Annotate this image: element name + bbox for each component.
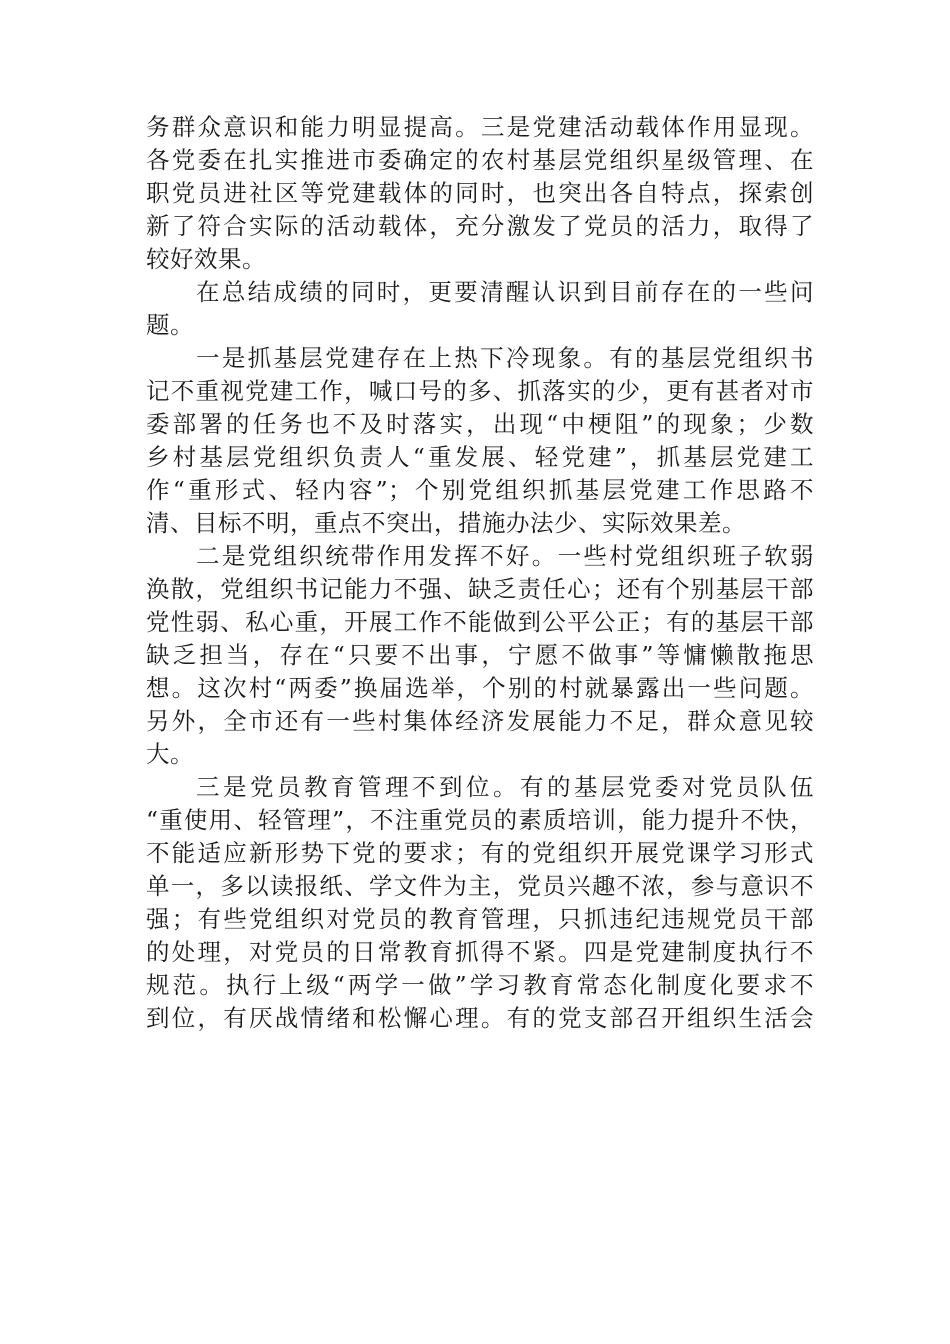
text-line: “重使用、轻管理”，不注重党员的素质培训，能力提升不快， [146, 806, 814, 834]
text-line: 不能适应新形势下党的要求；有的党组织开展党课学习形式 [146, 839, 814, 867]
text-line: 新了符合实际的活动载体，充分激发了党员的活力，取得了 [146, 212, 814, 240]
text-line: 到位，有厌战情绪和松懈心理。有的党支部召开组织生活会 [146, 1004, 814, 1032]
text-line: 另外，全市还有一些村集体经济发展能力不足，群众意见较 [146, 707, 814, 735]
text-line: 各党委在扎实推进市委确定的农村基层党组织星级管理、在 [146, 146, 814, 174]
text-line: 在总结成绩的同时，更要清醒认识到目前存在的一些问 [196, 278, 814, 306]
text-line: 的处理，对党员的日常教育抓得不紧。四是党建制度执行不 [146, 938, 814, 966]
text-line: 单一，多以读报纸、学文件为主，党员兴趣不浓，参与意识不 [146, 872, 814, 900]
text-line: 作“重形式、轻内容”；个别党组织抓基层党建工作思路不 [146, 476, 814, 504]
text-line: 涣散，党组织书记能力不强、缺乏责任心；还有个别基层干部 [146, 575, 814, 603]
document-body [146, 111, 814, 1035]
text-line: 较好效果。 [146, 245, 266, 273]
text-line: 缺乏担当，存在“只要不出事，宁愿不做事”等慵懒散拖思 [146, 641, 814, 669]
text-line: 大。 [146, 740, 194, 768]
text-line: 职党员进社区等党建载体的同时，也突出各自特点，探索创 [146, 179, 814, 207]
text-line: 题。 [146, 311, 194, 339]
text-line: 强；有些党组织对党员的教育管理，只抓违纪违规党员干部 [146, 905, 814, 933]
text-line: 一是抓基层党建存在上热下冷现象。有的基层党组织书 [196, 344, 814, 372]
text-line: 二是党组织统带作用发挥不好。一些村党组织班子软弱 [196, 542, 814, 570]
text-line: 规范。执行上级“两学一做”学习教育常态化制度化要求不 [146, 971, 814, 999]
text-line: 委部署的任务也不及时落实，出现“中梗阻”的现象；少数 [146, 410, 814, 438]
text-line: 乡村基层党组织负责人“重发展、轻党建”，抓基层党建工 [146, 443, 814, 471]
text-line: 记不重视党建工作，喊口号的多、抓落实的少，更有甚者对市 [146, 377, 814, 405]
text-line: 党性弱、私心重，开展工作不能做到公平公正；有的基层干部 [146, 608, 814, 636]
text-line: 清、目标不明，重点不突出，措施办法少、实际效果差。 [146, 509, 746, 537]
text-line: 三是党员教育管理不到位。有的基层党委对党员队伍 [196, 773, 814, 801]
text-line: 想。这次村“两委”换届选举，个别的村就暴露出一些问题。 [146, 674, 814, 702]
text-line: 务群众意识和能力明显提高。三是党建活动载体作用显现。 [146, 113, 814, 141]
